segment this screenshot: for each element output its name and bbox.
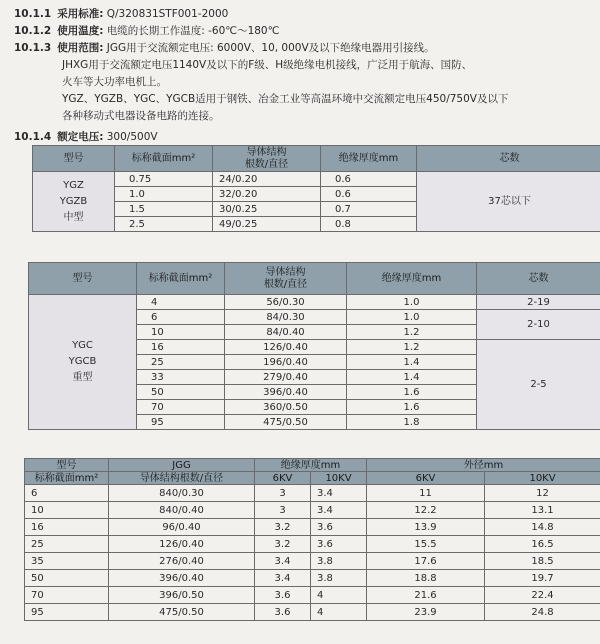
ins-10kv-cell: 3.6 xyxy=(311,519,367,536)
col-header-insulation: 绝缘厚度mm xyxy=(255,459,367,472)
area-cell: 33 xyxy=(137,370,225,385)
area-cell: 1.5 xyxy=(115,202,213,217)
ins-10kv-cell: 3.8 xyxy=(311,553,367,570)
conductor-cell: 396/0.40 xyxy=(109,570,255,587)
section-number: 10.1.4 xyxy=(14,131,52,143)
area-cell: 95 xyxy=(137,415,225,430)
od-10kv-cell: 13.1 xyxy=(485,502,600,519)
spec-usage-line: 火车等大功率电机上。 xyxy=(62,76,167,88)
insulation-cell: 0.7 xyxy=(321,202,417,217)
table-row xyxy=(25,485,600,502)
conductor-cell: 276/0.40 xyxy=(109,553,255,570)
od-6kv-cell: 23.9 xyxy=(367,604,485,621)
conductor-cell: 396/0.50 xyxy=(109,587,255,604)
conductor-cell: 475/0.50 xyxy=(225,415,347,430)
ins-6kv-cell: 3.2 xyxy=(255,536,311,553)
ins-6kv-cell: 3.2 xyxy=(255,519,311,536)
col-header-cores: 芯数 xyxy=(417,146,600,172)
spec-label: 采用标准: xyxy=(57,8,104,20)
spec-label: 使用温度: xyxy=(57,25,104,37)
conductor-cell: 56/0.30 xyxy=(225,295,347,310)
od-10kv-cell: 14.8 xyxy=(485,519,600,536)
ins-6kv-cell: 3 xyxy=(255,485,311,502)
spec-temperature xyxy=(14,23,594,40)
area-cell: 0.75 xyxy=(115,172,213,187)
col-header-insulation: 绝缘厚度mm xyxy=(321,146,417,172)
area-cell: 95 xyxy=(25,604,109,621)
area-cell: 70 xyxy=(25,587,109,604)
conductor-cell: 279/0.40 xyxy=(225,370,347,385)
section-number: 10.1.3 xyxy=(14,42,52,54)
ins-10kv-cell: 3.4 xyxy=(311,485,367,502)
spec-usage xyxy=(14,40,594,57)
table-row xyxy=(25,604,600,621)
od-10kv-cell: 19.7 xyxy=(485,570,600,587)
ins-10kv-cell: 4 xyxy=(311,604,367,621)
table-row xyxy=(25,502,600,519)
spec-value: Q/320831STF001-2000 xyxy=(106,8,229,20)
insulation-cell: 1.6 xyxy=(347,385,477,400)
conductor-cell: 196/0.40 xyxy=(225,355,347,370)
col-header-area: 标称截面mm² xyxy=(137,263,225,295)
cores-cell: 37芯以下 xyxy=(417,172,600,232)
area-cell: 10 xyxy=(25,502,109,519)
col-header-conductor: 导体结构根数/直径 xyxy=(109,472,255,485)
conductor-cell: 84/0.30 xyxy=(225,310,347,325)
area-cell: 16 xyxy=(137,340,225,355)
insulation-cell: 0.6 xyxy=(321,187,417,202)
insulation-cell: 0.8 xyxy=(321,217,417,232)
area-cell: 6 xyxy=(25,485,109,502)
conductor-cell: 24/0.20 xyxy=(213,172,321,187)
conductor-cell: 360/0.50 xyxy=(225,400,347,415)
cores-cell: 2-10 xyxy=(477,310,600,340)
od-6kv-cell: 12.2 xyxy=(367,502,485,519)
od-6kv-cell: 18.8 xyxy=(367,570,485,587)
insulation-cell: 1.6 xyxy=(347,400,477,415)
od-10kv-cell: 18.5 xyxy=(485,553,600,570)
area-cell: 6 xyxy=(137,310,225,325)
od-10kv-cell: 24.8 xyxy=(485,604,600,621)
spec-label: 额定电压: xyxy=(57,131,104,143)
section-number: 10.1.2 xyxy=(14,25,52,37)
insulation-cell: 0.6 xyxy=(321,172,417,187)
spec-standard xyxy=(14,6,594,23)
conductor-cell: 84/0.40 xyxy=(225,325,347,340)
col-header-model: 型号 xyxy=(25,459,109,472)
table-row xyxy=(25,536,600,553)
od-6kv-cell: 17.6 xyxy=(367,553,485,570)
area-cell: 70 xyxy=(137,400,225,415)
ins-6kv-cell: 3.6 xyxy=(255,604,311,621)
insulation-cell: 1.0 xyxy=(347,310,477,325)
area-cell: 16 xyxy=(25,519,109,536)
spec-intro xyxy=(14,6,594,146)
insulation-cell: 1.4 xyxy=(347,370,477,385)
spec-voltage xyxy=(14,129,594,146)
insulation-cell: 1.4 xyxy=(347,355,477,370)
od-10kv-cell: 16.5 xyxy=(485,536,600,553)
col-header-cores: 芯数 xyxy=(477,263,600,295)
col-header-conductor: 导体结构 根数/直径 xyxy=(213,146,321,172)
od-6kv-cell: 11 xyxy=(367,485,485,502)
col-header-area: 标称截面mm² xyxy=(115,146,213,172)
section-number: 10.1.1 xyxy=(14,8,52,20)
col-header-ins-6kv: 6KV xyxy=(255,472,311,485)
ins-6kv-cell: 3.4 xyxy=(255,570,311,587)
area-cell: 4 xyxy=(137,295,225,310)
spec-value: JGG用于交流额定电压: 6000V、10, 000V及以下绝缘电器用引接线。 xyxy=(106,42,435,54)
conductor-cell: 840/0.30 xyxy=(109,485,255,502)
cores-cell: 2-19 xyxy=(477,295,600,310)
od-10kv-cell: 22.4 xyxy=(485,587,600,604)
col-header-od-6kv: 6KV xyxy=(367,472,485,485)
ins-6kv-cell: 3.4 xyxy=(255,553,311,570)
conductor-cell: 30/0.25 xyxy=(213,202,321,217)
od-6kv-cell: 21.6 xyxy=(367,587,485,604)
cores-cell: 2-5 xyxy=(477,340,600,430)
col-header-model: 型号 xyxy=(33,146,115,172)
table-row xyxy=(25,553,600,570)
conductor-cell: 126/0.40 xyxy=(109,536,255,553)
col-header-area: 标称截面mm² xyxy=(25,472,109,485)
col-header-jgg: JGG xyxy=(109,459,255,472)
col-header-od: 外径mm xyxy=(367,459,600,472)
ins-10kv-cell: 3.6 xyxy=(311,536,367,553)
conductor-cell: 49/0.25 xyxy=(213,217,321,232)
ins-10kv-cell: 3.4 xyxy=(311,502,367,519)
insulation-cell: 1.8 xyxy=(347,415,477,430)
spec-value: 电缆的长期工作温度: -60℃～180℃ xyxy=(106,25,280,37)
table-row xyxy=(25,587,600,604)
insulation-cell: 1.0 xyxy=(347,295,477,310)
insulation-cell: 1.2 xyxy=(347,340,477,355)
conductor-cell: 96/0.40 xyxy=(109,519,255,536)
conductor-cell: 126/0.40 xyxy=(225,340,347,355)
insulation-cell: 1.2 xyxy=(347,325,477,340)
col-header-ins-10kv: 10KV xyxy=(311,472,367,485)
col-header-model: 型号 xyxy=(29,263,137,295)
spec-value: 300/500V xyxy=(106,131,158,143)
od-6kv-cell: 13.9 xyxy=(367,519,485,536)
col-header-conductor: 导体结构 根数/直径 xyxy=(225,263,347,295)
spec-usage-line: 各种移动式电器设备电路的连接。 xyxy=(62,110,220,122)
model-cell: YGZ YGZB 中型 xyxy=(33,172,115,232)
table-row xyxy=(25,519,600,536)
area-cell: 1.0 xyxy=(115,187,213,202)
conductor-cell: 396/0.40 xyxy=(225,385,347,400)
col-header-od-10kv: 10KV xyxy=(485,472,600,485)
conductor-cell: 32/0.20 xyxy=(213,187,321,202)
model-cell: YGC YGCB 重型 xyxy=(29,295,137,430)
table-medium-duty xyxy=(32,145,600,232)
area-cell: 25 xyxy=(25,536,109,553)
area-cell: 35 xyxy=(25,553,109,570)
od-6kv-cell: 15.5 xyxy=(367,536,485,553)
ins-10kv-cell: 4 xyxy=(311,587,367,604)
col-header-insulation: 绝缘厚度mm xyxy=(347,263,477,295)
table-row xyxy=(25,570,600,587)
ins-10kv-cell: 3.8 xyxy=(311,570,367,587)
conductor-cell: 840/0.40 xyxy=(109,502,255,519)
area-cell: 10 xyxy=(137,325,225,340)
spec-usage-line: JHXG用于交流额定电压1140V及以下的F级、H级绝缘电机接线，广泛用于航海、国防、 xyxy=(62,59,473,71)
table-jgg xyxy=(24,458,600,621)
spec-label: 使用范围: xyxy=(57,42,104,54)
ins-6kv-cell: 3 xyxy=(255,502,311,519)
conductor-cell: 475/0.50 xyxy=(109,604,255,621)
area-cell: 50 xyxy=(25,570,109,587)
od-10kv-cell: 12 xyxy=(485,485,600,502)
area-cell: 25 xyxy=(137,355,225,370)
area-cell: 50 xyxy=(137,385,225,400)
table-heavy-duty xyxy=(28,262,600,430)
ins-6kv-cell: 3.6 xyxy=(255,587,311,604)
area-cell: 2.5 xyxy=(115,217,213,232)
spec-usage-line: YGZ、YGZB、YGC、YGCB适用于钢铁、冶金工业等高温环境中交流额定电压450/750V及以下 xyxy=(62,93,509,105)
